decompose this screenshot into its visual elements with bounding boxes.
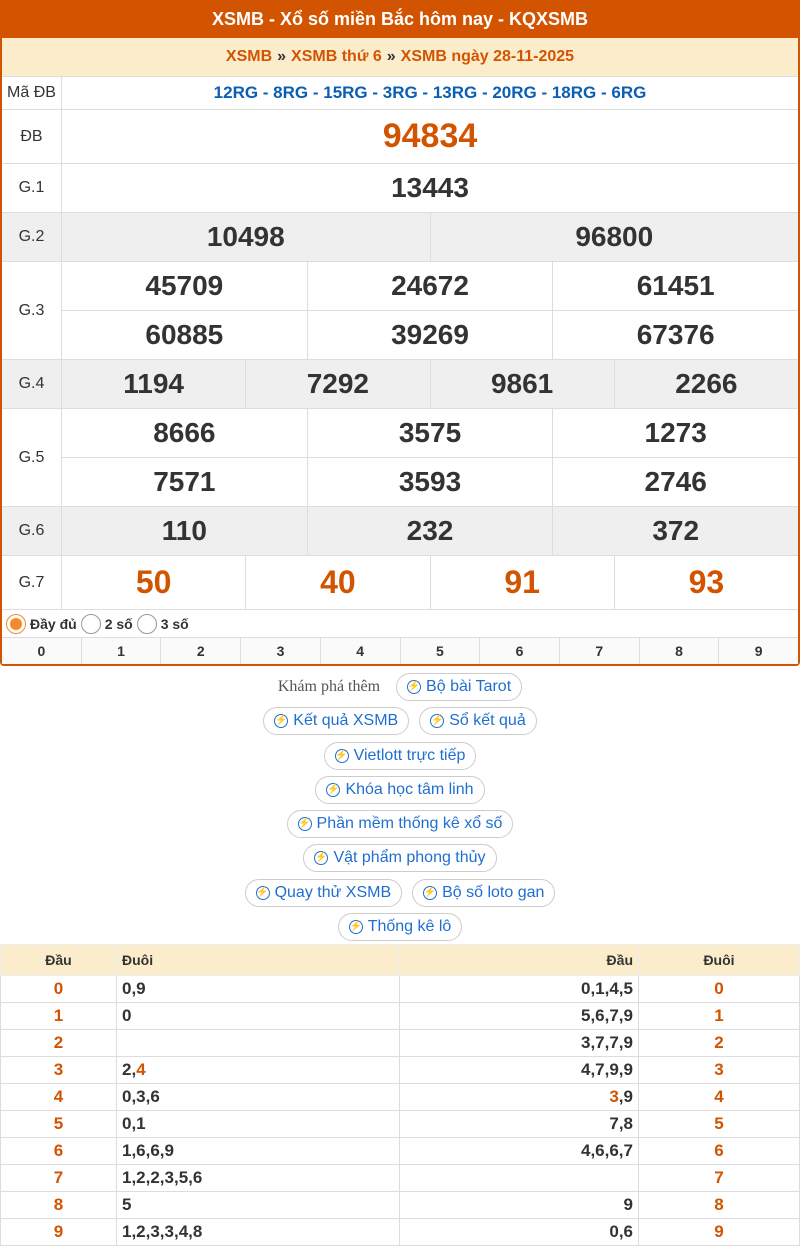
loto-dau-2: 4,6,6,7 xyxy=(400,1138,639,1165)
explore-label: Khám phá thêm xyxy=(277,678,381,696)
digit-button[interactable]: 3 xyxy=(240,638,320,664)
digit-button[interactable]: 0 xyxy=(37,643,46,659)
loto-dau: 4 xyxy=(1,1084,117,1111)
prize-label: G.2 xyxy=(2,213,62,261)
loto-dau-2: 0,6 xyxy=(400,1219,639,1246)
loto-dau-2: 0,1,4,5 xyxy=(400,976,639,1003)
loto-dau-2: 5,6,7,9 xyxy=(400,1003,639,1030)
prize-number: 61451 xyxy=(552,262,798,310)
page-title: XSMB - Xổ số miền Bắc hôm nay - KQXSMB xyxy=(2,0,798,38)
bolt-icon: ⚡ xyxy=(423,886,437,898)
link-label: Vật phẩm phong thủy xyxy=(333,849,486,867)
loto-duoi: 0 xyxy=(117,1003,400,1030)
prize-number: 50 xyxy=(135,564,172,600)
loto-row xyxy=(1,1138,800,1165)
loto-dau: 9 xyxy=(1,1219,117,1246)
loto-row xyxy=(1,1057,800,1084)
loto-duoi: 5 xyxy=(117,1192,400,1219)
link-label: Phần mềm thống kê xổ số xyxy=(316,815,503,833)
prize-number: 96800 xyxy=(430,213,799,261)
loto-row xyxy=(1,1165,800,1192)
row-g4 xyxy=(2,359,798,408)
link-label: Kết quả XSMB xyxy=(293,712,399,730)
loto-row xyxy=(1,1192,800,1219)
loto-duoi-2: 2 xyxy=(639,1030,800,1057)
prize-label: G.6 xyxy=(2,507,62,555)
loto-dau-2: 4,7,9,9 xyxy=(400,1057,639,1084)
loto-duoi-2: 1 xyxy=(639,1003,800,1030)
link-vat-pham[interactable] xyxy=(303,844,496,872)
link-loto-gan[interactable] xyxy=(412,879,555,907)
link-label: Vietlott trực tiếp xyxy=(353,746,466,764)
loto-dau-2: 9 xyxy=(400,1192,639,1219)
radio-full[interactable] xyxy=(6,614,26,634)
bolt-icon: ⚡ xyxy=(407,681,421,693)
loto-row xyxy=(1,1111,800,1138)
prize-number: 67376 xyxy=(552,311,798,359)
bolt-icon: ⚡ xyxy=(315,852,328,864)
prize-label: G.1 xyxy=(2,164,62,212)
radio-2-digits[interactable] xyxy=(81,614,101,634)
loto-dau-2 xyxy=(400,1165,639,1192)
prize-label: G.3 xyxy=(2,262,62,359)
prize-db-number: 94834 xyxy=(382,117,478,155)
link-label: Bộ bài Tarot xyxy=(426,678,512,696)
loto-duoi: 0,1 xyxy=(117,1111,400,1138)
header-dau-2: Đầu xyxy=(400,945,639,976)
bolt-icon: ⚡ xyxy=(256,886,269,898)
header-dau: Đầu xyxy=(1,945,117,976)
breadcrumb-xsmb[interactable]: XSMB xyxy=(225,48,273,65)
link-quay-thu[interactable] xyxy=(245,879,403,907)
bolt-icon: ⚡ xyxy=(298,818,311,830)
breadcrumb-xsmb-thu-6[interactable]: XSMB thứ 6 xyxy=(291,48,382,65)
loto-row xyxy=(1,1003,800,1030)
link-label: Khóa học tâm linh xyxy=(345,780,474,798)
option-full-label: Đầy đủ xyxy=(30,615,77,632)
prize-number: 24672 xyxy=(307,262,553,310)
prize-number: 232 xyxy=(307,507,553,555)
header-duoi-2: Đuôi xyxy=(639,945,800,976)
prize-number: 1273 xyxy=(552,409,798,457)
prize-number: 8666 xyxy=(153,417,216,448)
loto-table xyxy=(0,944,800,1246)
prize-number: 39269 xyxy=(307,311,553,359)
link-ket-qua-xsmb[interactable] xyxy=(263,707,409,735)
prize-number: 10498 xyxy=(206,221,285,252)
loto-duoi: 2,4 xyxy=(117,1057,400,1084)
digit-button[interactable]: 5 xyxy=(400,638,480,664)
prize-number: 60885 xyxy=(145,319,224,350)
loto-dau-2: 3,7,7,9 xyxy=(400,1030,639,1057)
digit-button[interactable]: 4 xyxy=(320,638,400,664)
digit-button[interactable]: 2 xyxy=(160,638,240,664)
loto-duoi-2: 5 xyxy=(639,1111,800,1138)
highlight-digit: 3 xyxy=(609,1087,619,1106)
bolt-icon: ⚡ xyxy=(431,715,444,727)
link-label: Bộ số loto gan xyxy=(442,883,545,901)
loto-dau: 7 xyxy=(1,1165,117,1192)
link-phan-mem[interactable] xyxy=(287,810,514,838)
loto-duoi-2: 0 xyxy=(639,976,800,1003)
loto-dau: 0 xyxy=(1,976,117,1003)
prize-label: G.4 xyxy=(2,360,62,408)
loto-duoi-2: 7 xyxy=(639,1165,800,1192)
prize-number: 13443 xyxy=(391,172,469,203)
digit-button[interactable]: 1 xyxy=(81,638,161,664)
loto-duoi: 0,9 xyxy=(117,976,400,1003)
link-label: Sổ kết quả xyxy=(449,712,526,730)
option-2-label: 2 số xyxy=(104,615,133,632)
digit-button[interactable]: 7 xyxy=(559,638,639,664)
link-tarot[interactable] xyxy=(396,673,522,701)
loto-duoi-2: 6 xyxy=(639,1138,800,1165)
display-options xyxy=(2,609,798,637)
link-label: Quay thử XSMB xyxy=(274,883,392,901)
highlight-digit: 4 xyxy=(136,1060,146,1079)
prize-number: 9861 xyxy=(430,360,614,408)
breadcrumb xyxy=(2,38,798,76)
explore-more xyxy=(0,666,800,944)
madb-value: 12RG - 8RG - 15RG - 3RG - 13RG - 20RG - 18RG - 6RG xyxy=(213,83,647,102)
prize-number: 45709 xyxy=(145,270,224,301)
bolt-icon: ⚡ xyxy=(327,783,340,795)
prize-label: G.5 xyxy=(2,409,62,506)
link-khoa-hoc[interactable] xyxy=(315,776,484,804)
digit-button[interactable]: 8 xyxy=(639,638,719,664)
digit-button[interactable]: 6 xyxy=(479,638,559,664)
loto-row xyxy=(1,1219,800,1246)
prize-number: 7292 xyxy=(245,360,429,408)
row-g1 xyxy=(2,163,798,212)
option-full[interactable] xyxy=(6,614,77,634)
option-3-label: 3 số xyxy=(160,615,189,632)
breadcrumb-xsmb-date[interactable]: XSMB ngày 28-11-2025 xyxy=(400,48,575,65)
row-g2 xyxy=(2,212,798,261)
loto-row xyxy=(1,976,800,1003)
loto-duoi xyxy=(117,1030,400,1057)
loto-dau: 8 xyxy=(1,1192,117,1219)
link-vietlott[interactable] xyxy=(324,742,477,770)
prize-label: ĐB xyxy=(2,110,62,163)
prize-label: G.7 xyxy=(2,556,62,609)
option-3-digits[interactable] xyxy=(137,614,189,634)
loto-duoi: 1,6,6,9 xyxy=(117,1138,400,1165)
link-so-ket-qua[interactable] xyxy=(419,707,537,735)
digit-filter xyxy=(2,637,798,664)
bolt-icon: ⚡ xyxy=(275,715,288,727)
breadcrumb-separator: » xyxy=(386,48,396,65)
loto-row xyxy=(1,1084,800,1111)
loto-dau: 3 xyxy=(1,1057,117,1084)
loto-dau: 2 xyxy=(1,1030,117,1057)
link-label: Thống kê lô xyxy=(367,917,452,935)
bolt-icon: ⚡ xyxy=(335,749,348,761)
loto-dau-2: 7,8 xyxy=(400,1111,639,1138)
row-db xyxy=(2,109,798,163)
breadcrumb-separator: » xyxy=(277,48,287,65)
bolt-icon: ⚡ xyxy=(349,920,362,932)
loto-duoi-2: 4 xyxy=(639,1084,800,1111)
prize-number: 1194 xyxy=(123,368,184,399)
header-duoi: Đuôi xyxy=(117,945,400,976)
prize-number: 3575 xyxy=(307,409,553,457)
prize-number: 372 xyxy=(552,507,798,555)
prize-number: 2266 xyxy=(614,360,798,408)
loto-duoi: 0,3,6 xyxy=(117,1084,400,1111)
link-thong-ke-lo[interactable] xyxy=(338,913,463,941)
row-g6 xyxy=(2,506,798,555)
loto-dau: 5 xyxy=(1,1111,117,1138)
prize-number: 40 xyxy=(245,556,429,609)
loto-duoi: 1,2,3,3,4,8 xyxy=(117,1219,400,1246)
row-madb xyxy=(2,76,798,109)
loto-duoi-2: 9 xyxy=(639,1219,800,1246)
prize-number: 7571 xyxy=(153,466,216,497)
loto-dau: 1 xyxy=(1,1003,117,1030)
loto-duoi-2: 3 xyxy=(639,1057,800,1084)
loto-header xyxy=(1,945,800,976)
prize-number: 93 xyxy=(614,556,798,609)
prize-number: 110 xyxy=(161,515,207,546)
prize-label: Mã ĐB xyxy=(2,77,62,109)
loto-duoi-2: 8 xyxy=(639,1192,800,1219)
radio-3-digits[interactable] xyxy=(137,614,157,634)
digit-button[interactable]: 9 xyxy=(718,638,798,664)
row-g5 xyxy=(2,408,798,506)
row-g7 xyxy=(2,555,798,609)
loto-row xyxy=(1,1030,800,1057)
row-g3 xyxy=(2,261,798,359)
prize-number: 2746 xyxy=(552,458,798,506)
option-2-digits[interactable] xyxy=(81,614,133,634)
prize-number: 91 xyxy=(430,556,614,609)
loto-duoi: 1,2,2,3,5,6 xyxy=(117,1165,400,1192)
loto-dau: 6 xyxy=(1,1138,117,1165)
loto-dau-2: 3,9 xyxy=(400,1084,639,1111)
prize-number: 3593 xyxy=(307,458,553,506)
